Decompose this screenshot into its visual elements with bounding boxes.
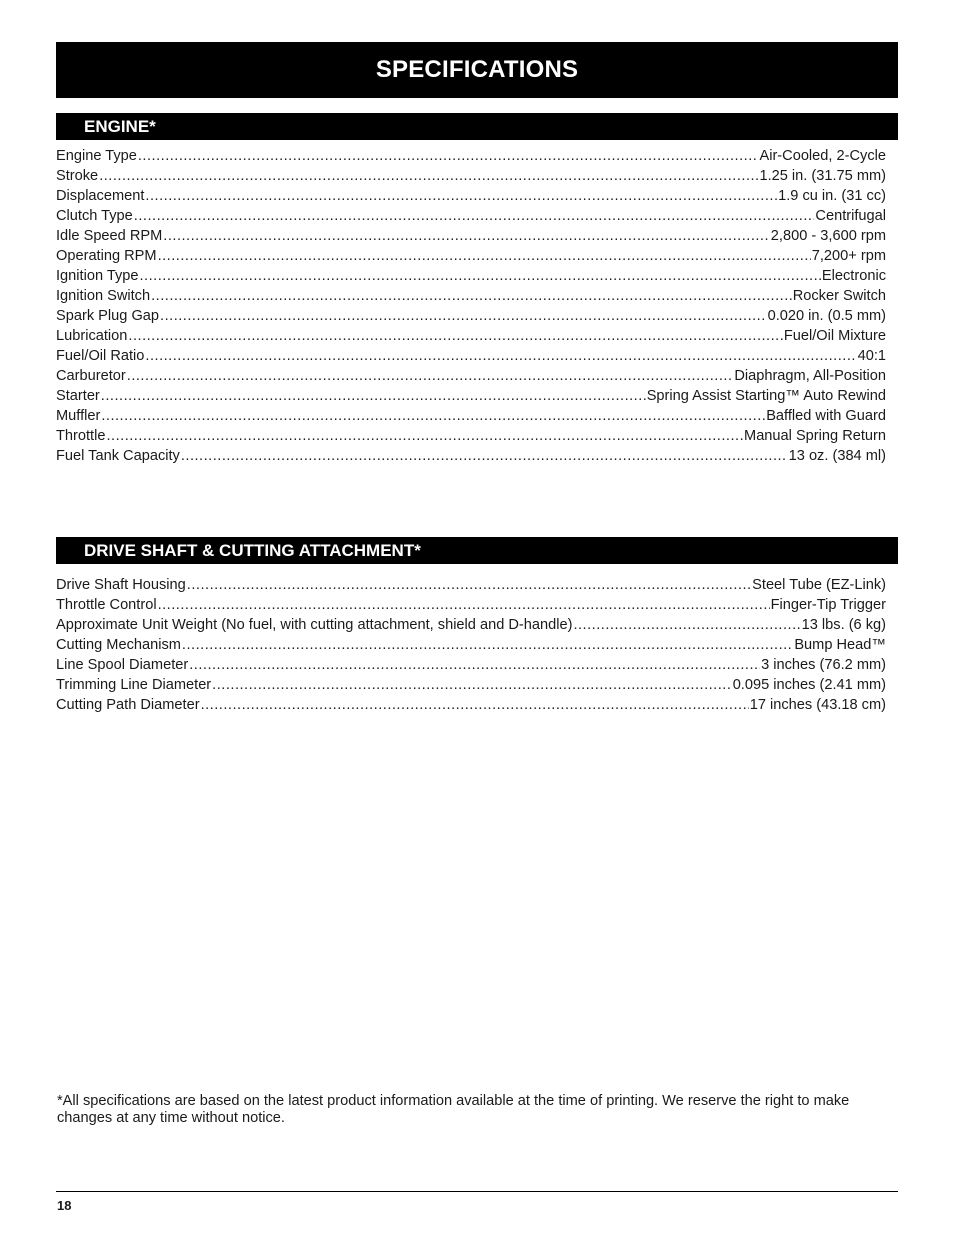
spec-label: Trimming Line Diameter <box>56 677 212 693</box>
dot-leader <box>138 146 759 166</box>
specifications-footnote: *All specifications are based on the latest product information available at the time of printing. We reserve the right to make changes at any time without notice. <box>57 1093 850 1126</box>
drive-shaft-section-header <box>56 537 898 564</box>
spec-row-engine-type <box>56 146 886 166</box>
page-number: 18 <box>57 1198 72 1213</box>
dot-leader <box>145 186 777 206</box>
spec-row-fuel-tank-capacity <box>56 446 886 466</box>
spec-value: Fuel/Oil Mixture <box>783 328 886 344</box>
spec-value: 13 lbs. (6 kg) <box>801 617 886 633</box>
page-title: SPECIFICATIONS <box>375 56 579 83</box>
spec-label: Drive Shaft Housing <box>56 577 186 593</box>
spec-row-cutting-mechanism <box>56 635 886 655</box>
drive-shaft-spec-list <box>56 575 886 715</box>
spec-label: Ignition Switch <box>56 288 151 304</box>
dot-leader <box>163 226 770 246</box>
spec-label: Approximate Unit Weight (No fuel, with cutting attachment, shield and D-handle) <box>56 617 573 633</box>
spec-row-unit-weight <box>56 615 886 635</box>
spec-row-carburetor <box>56 366 886 386</box>
spec-value: 0.020 in. (0.5 mm) <box>767 308 886 324</box>
engine-spec-list <box>56 146 886 466</box>
spec-label: Muffler <box>56 408 101 424</box>
spec-label: Carburetor <box>56 368 126 384</box>
dot-leader <box>145 346 856 366</box>
spec-value: 17 inches (43.18 cm) <box>749 697 886 713</box>
spec-label: Lubrication <box>56 328 128 344</box>
spec-value: Bump Head™ <box>794 637 886 653</box>
engine-heading: ENGINE* <box>84 116 156 136</box>
dot-leader <box>99 166 758 186</box>
dot-leader <box>101 406 765 426</box>
footer-divider <box>56 1191 898 1192</box>
spec-row-trimming-line-diameter <box>56 675 886 695</box>
dot-leader <box>128 326 782 346</box>
dot-leader <box>187 575 751 595</box>
spec-row-operating-rpm <box>56 246 886 266</box>
spec-value: 40:1 <box>857 348 886 364</box>
spec-label: Idle Speed RPM <box>56 228 163 244</box>
dot-leader <box>212 675 732 695</box>
spec-label: Displacement <box>56 188 145 204</box>
spec-label: Operating RPM <box>56 248 157 264</box>
drive-shaft-heading: DRIVE SHAFT & CUTTING ATTACHMENT* <box>84 540 421 560</box>
spec-row-drive-shaft-housing <box>56 575 886 595</box>
dot-leader <box>182 635 793 655</box>
spec-row-stroke <box>56 166 886 186</box>
spec-row-spark-plug-gap <box>56 306 886 326</box>
spec-value: Electronic <box>821 268 886 284</box>
spec-label: Fuel/Oil Ratio <box>56 348 145 364</box>
dot-leader <box>127 366 734 386</box>
spec-value: 3 inches (76.2 mm) <box>761 657 886 673</box>
spec-row-line-spool-diameter <box>56 655 886 675</box>
spec-label: Throttle <box>56 428 106 444</box>
spec-label: Spark Plug Gap <box>56 308 160 324</box>
dot-leader <box>151 286 792 306</box>
spec-value: Diaphragm, All-Position <box>734 368 886 384</box>
spec-row-ignition-switch <box>56 286 886 306</box>
spec-label: Fuel Tank Capacity <box>56 448 180 464</box>
spec-row-cutting-path-diameter <box>56 695 886 715</box>
spec-label: Clutch Type <box>56 208 133 224</box>
spec-row-throttle <box>56 426 886 446</box>
spec-row-fuel-oil-ratio <box>56 346 886 366</box>
spec-value: Steel Tube (EZ-Link) <box>752 577 886 593</box>
spec-value: 13 oz. (384 ml) <box>788 448 886 464</box>
dot-leader <box>181 446 788 466</box>
dot-leader <box>140 266 821 286</box>
spec-value: Rocker Switch <box>792 288 886 304</box>
spec-label: Ignition Type <box>56 268 139 284</box>
spec-value: 1.25 in. (31.75 mm) <box>759 168 886 184</box>
spec-label: Starter <box>56 388 100 404</box>
spec-value: Finger-Tip Trigger <box>770 597 886 613</box>
dot-leader <box>201 695 749 715</box>
spec-value: Centrifugal <box>815 208 886 224</box>
spec-row-lubrication <box>56 326 886 346</box>
dot-leader <box>158 595 770 615</box>
spec-value: Baffled with Guard <box>766 408 886 424</box>
dot-leader <box>189 655 760 675</box>
spec-row-clutch-type <box>56 206 886 226</box>
spec-row-ignition-type <box>56 266 886 286</box>
spec-row-displacement <box>56 186 886 206</box>
spec-value: 2,800 - 3,600 rpm <box>770 228 886 244</box>
spec-row-throttle-control <box>56 595 886 615</box>
spec-value: 0.095 inches (2.41 mm) <box>732 677 886 693</box>
engine-section-header <box>56 113 898 140</box>
spec-row-starter <box>56 386 886 406</box>
spec-label: Cutting Path Diameter <box>56 697 200 713</box>
dot-leader <box>106 426 743 446</box>
dot-leader <box>573 615 800 635</box>
spec-label: Throttle Control <box>56 597 157 613</box>
spec-row-muffler <box>56 406 886 426</box>
spec-value: Manual Spring Return <box>744 428 886 444</box>
dot-leader <box>101 386 646 406</box>
dot-leader <box>134 206 815 226</box>
spec-value: Spring Assist Starting™ Auto Rewind <box>646 388 886 404</box>
dot-leader <box>160 306 767 326</box>
spec-label: Line Spool Diameter <box>56 657 189 673</box>
spec-row-idle-speed <box>56 226 886 246</box>
spec-value: 7,200+ rpm <box>811 248 886 264</box>
page-title-bar <box>56 42 898 98</box>
spec-label: Engine Type <box>56 148 137 164</box>
spec-value: Air-Cooled, 2-Cycle <box>759 148 886 164</box>
dot-leader <box>158 246 811 266</box>
spec-label: Cutting Mechanism <box>56 637 181 653</box>
spec-label: Stroke <box>56 168 99 184</box>
spec-value: 1.9 cu in. (31 cc) <box>778 188 886 204</box>
